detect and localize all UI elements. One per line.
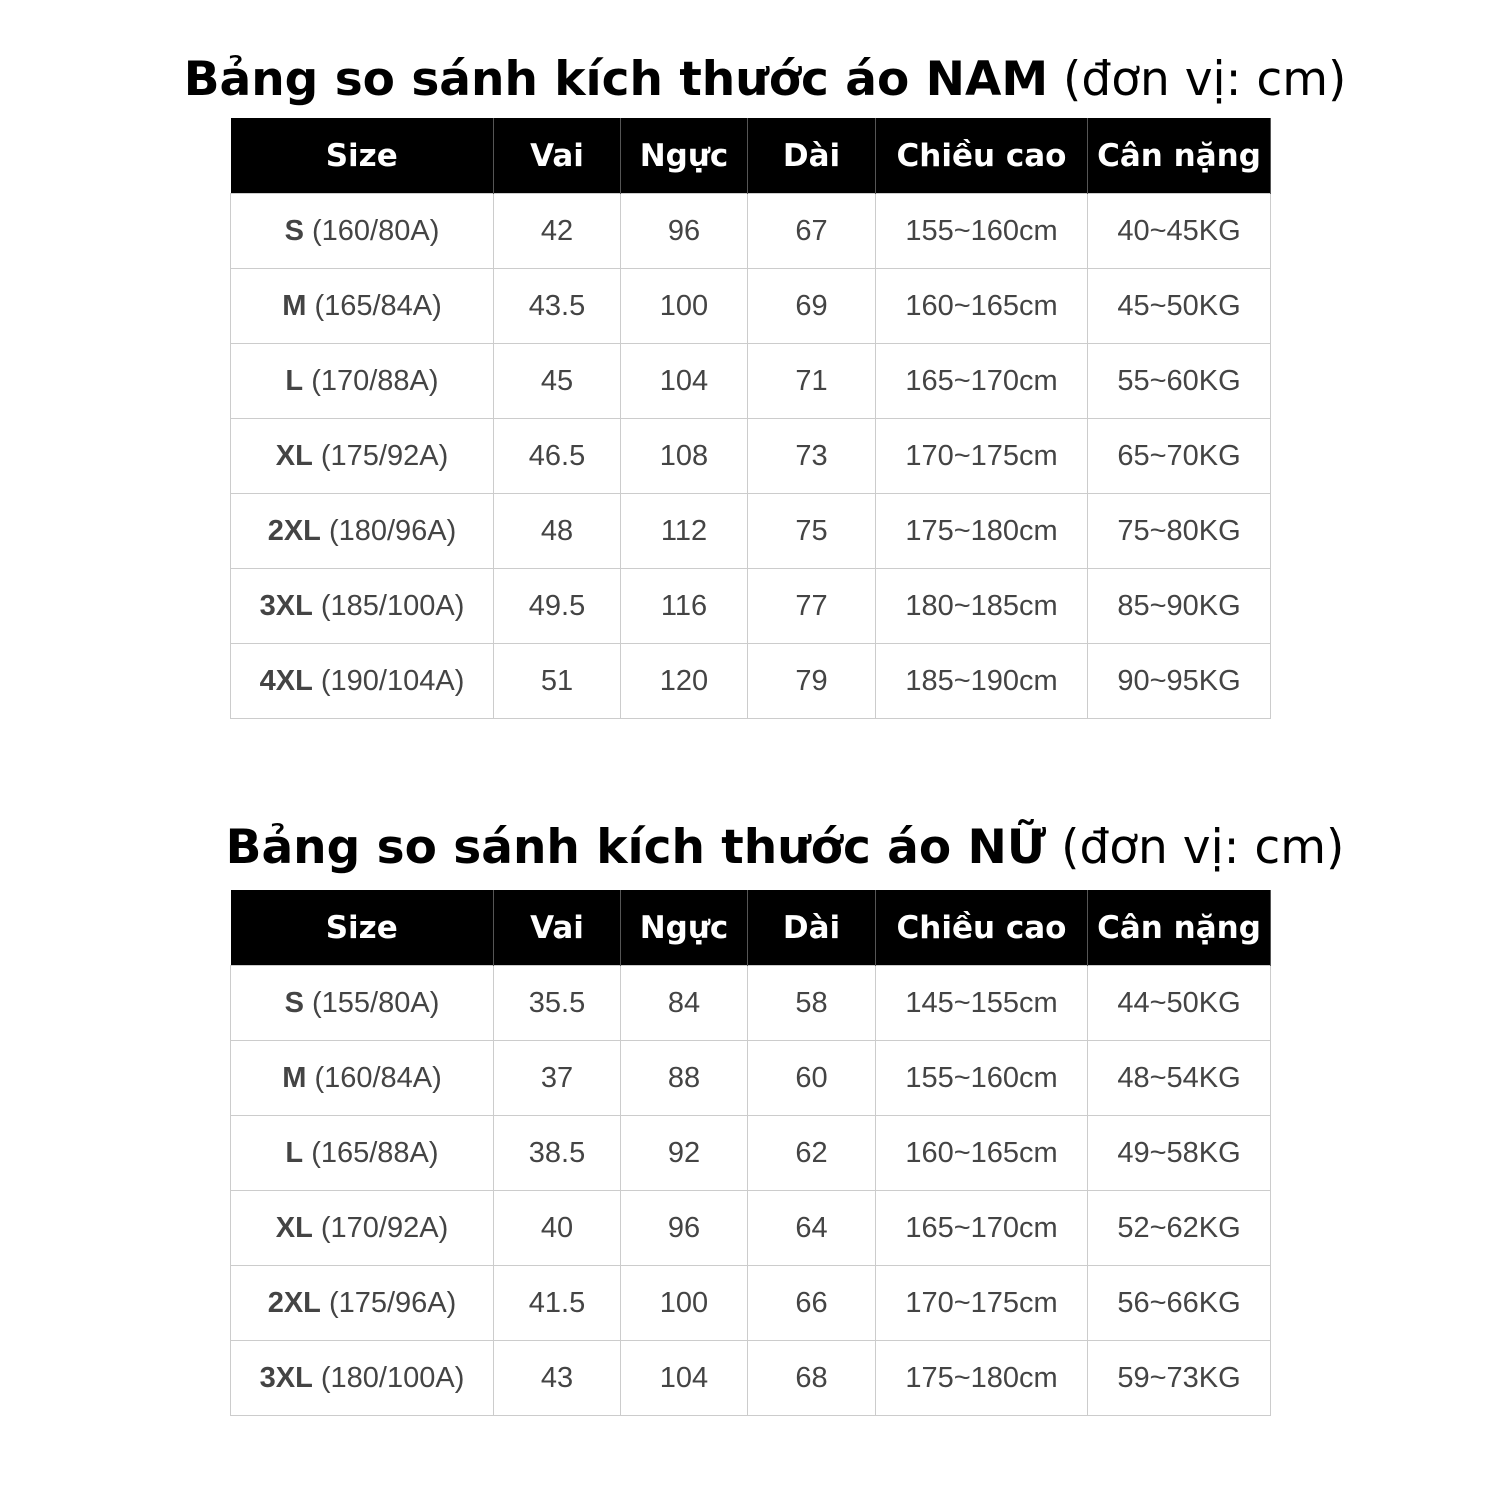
size-label: L (285, 1136, 304, 1169)
weight-cell: 90~95KG (1088, 644, 1271, 719)
size-cell (231, 419, 494, 494)
shoulder-cell: 43 (494, 1341, 621, 1416)
size-label: 2XL (267, 514, 321, 547)
size-code: (160/84A) (314, 1061, 442, 1094)
shoulder-cell: 40 (494, 1191, 621, 1266)
column-header: Chiều cao (876, 890, 1088, 966)
shoulder-cell: 49.5 (494, 569, 621, 644)
weight-cell: 59~73KG (1088, 1341, 1271, 1416)
length-cell: 75 (748, 494, 876, 569)
height-cell: 180~185cm (876, 569, 1088, 644)
size-cell (231, 1116, 494, 1191)
weight-cell: 85~90KG (1088, 569, 1271, 644)
length-cell: 71 (748, 344, 876, 419)
size-cell (231, 494, 494, 569)
size-label: S (284, 214, 304, 247)
size-code: (155/80A) (312, 986, 440, 1019)
size-label: 3XL (259, 589, 313, 622)
length-cell: 66 (748, 1266, 876, 1341)
weight-cell: 75~80KG (1088, 494, 1271, 569)
length-cell: 73 (748, 419, 876, 494)
height-cell: 175~180cm (876, 494, 1088, 569)
height-cell: 155~160cm (876, 1041, 1088, 1116)
length-cell: 69 (748, 269, 876, 344)
shoulder-cell: 45 (494, 344, 621, 419)
size-cell (231, 194, 494, 269)
shoulder-cell: 37 (494, 1041, 621, 1116)
chest-cell: 100 (621, 269, 748, 344)
chest-cell: 108 (621, 419, 748, 494)
men-size-table (230, 118, 1271, 719)
title-unit: (đơn vị: cm) (1063, 52, 1347, 107)
length-cell: 64 (748, 1191, 876, 1266)
length-cell: 58 (748, 966, 876, 1041)
title-main: Bảng so sánh kích thước áo NAM (183, 52, 1049, 107)
men-size-chart-title (184, 52, 1347, 107)
shoulder-cell: 51 (494, 644, 621, 719)
height-cell: 165~170cm (876, 1191, 1088, 1266)
column-header: Cân nặng (1088, 118, 1271, 194)
table-row (231, 966, 1271, 1041)
shoulder-cell: 35.5 (494, 966, 621, 1041)
table-row (231, 644, 1271, 719)
height-cell: 160~165cm (876, 1116, 1088, 1191)
size-label: XL (275, 1211, 313, 1244)
chest-cell: 104 (621, 344, 748, 419)
weight-cell: 40~45KG (1088, 194, 1271, 269)
table-row (231, 1266, 1271, 1341)
table-row (231, 269, 1271, 344)
chest-cell: 120 (621, 644, 748, 719)
weight-cell: 49~58KG (1088, 1116, 1271, 1191)
size-code: (190/104A) (320, 664, 465, 697)
length-cell: 77 (748, 569, 876, 644)
size-cell (231, 1266, 494, 1341)
chest-cell: 88 (621, 1041, 748, 1116)
weight-cell: 65~70KG (1088, 419, 1271, 494)
size-label: XL (275, 439, 313, 472)
shoulder-cell: 42 (494, 194, 621, 269)
table-row (231, 344, 1271, 419)
chest-cell: 112 (621, 494, 748, 569)
table-row (231, 194, 1271, 269)
shoulder-cell: 46.5 (494, 419, 621, 494)
size-label: S (284, 986, 304, 1019)
column-header: Size (231, 890, 494, 966)
size-code: (180/96A) (328, 514, 457, 547)
size-code: (185/100A) (320, 589, 465, 622)
size-code: (170/92A) (320, 1211, 449, 1244)
column-header: Ngực (621, 118, 748, 194)
size-label: M (282, 1061, 307, 1094)
table-row (231, 494, 1271, 569)
size-cell (231, 1341, 494, 1416)
weight-cell: 48~54KG (1088, 1041, 1271, 1116)
chest-cell: 84 (621, 966, 748, 1041)
women-size-chart-title (226, 820, 1345, 875)
header-row (231, 118, 1271, 194)
size-label: 4XL (259, 664, 313, 697)
table-row (231, 1041, 1271, 1116)
header-row (231, 890, 1271, 966)
table-row (231, 1341, 1271, 1416)
size-cell (231, 966, 494, 1041)
size-cell (231, 344, 494, 419)
column-header: Vai (494, 890, 621, 966)
chest-cell: 96 (621, 1191, 748, 1266)
shoulder-cell: 38.5 (494, 1116, 621, 1191)
weight-cell: 56~66KG (1088, 1266, 1271, 1341)
column-header: Dài (748, 890, 876, 966)
size-label: 2XL (267, 1286, 321, 1319)
title-main: Bảng so sánh kích thước áo NỮ (225, 820, 1047, 875)
length-cell: 79 (748, 644, 876, 719)
women-size-table (230, 890, 1271, 1416)
size-code: (165/88A) (311, 1136, 439, 1169)
column-header: Size (231, 118, 494, 194)
table-row (231, 1116, 1271, 1191)
column-header: Chiều cao (876, 118, 1088, 194)
shoulder-cell: 48 (494, 494, 621, 569)
length-cell: 68 (748, 1341, 876, 1416)
height-cell: 145~155cm (876, 966, 1088, 1041)
weight-cell: 45~50KG (1088, 269, 1271, 344)
chest-cell: 100 (621, 1266, 748, 1341)
size-cell (231, 569, 494, 644)
size-label: M (282, 289, 307, 322)
length-cell: 67 (748, 194, 876, 269)
chest-cell: 116 (621, 569, 748, 644)
size-code: (165/84A) (314, 289, 442, 322)
chest-cell: 96 (621, 194, 748, 269)
size-cell (231, 1041, 494, 1116)
size-label: 3XL (259, 1361, 313, 1394)
shoulder-cell: 43.5 (494, 269, 621, 344)
size-cell (231, 644, 494, 719)
length-cell: 62 (748, 1116, 876, 1191)
table-row (231, 419, 1271, 494)
column-header: Vai (494, 118, 621, 194)
table-row (231, 569, 1271, 644)
length-cell: 60 (748, 1041, 876, 1116)
size-code: (160/80A) (312, 214, 440, 247)
height-cell: 170~175cm (876, 1266, 1088, 1341)
size-code: (175/92A) (320, 439, 449, 472)
title-unit: (đơn vị: cm) (1061, 820, 1345, 875)
chest-cell: 104 (621, 1341, 748, 1416)
height-cell: 175~180cm (876, 1341, 1088, 1416)
size-code: (180/100A) (320, 1361, 465, 1394)
weight-cell: 44~50KG (1088, 966, 1271, 1041)
size-cell (231, 1191, 494, 1266)
size-cell (231, 269, 494, 344)
size-code: (175/96A) (328, 1286, 457, 1319)
height-cell: 170~175cm (876, 419, 1088, 494)
column-header: Ngực (621, 890, 748, 966)
shoulder-cell: 41.5 (494, 1266, 621, 1341)
height-cell: 185~190cm (876, 644, 1088, 719)
size-code: (170/88A) (311, 364, 439, 397)
height-cell: 165~170cm (876, 344, 1088, 419)
size-label: L (285, 364, 304, 397)
column-header: Dài (748, 118, 876, 194)
weight-cell: 55~60KG (1088, 344, 1271, 419)
table-row (231, 1191, 1271, 1266)
column-header: Cân nặng (1088, 890, 1271, 966)
height-cell: 155~160cm (876, 194, 1088, 269)
height-cell: 160~165cm (876, 269, 1088, 344)
weight-cell: 52~62KG (1088, 1191, 1271, 1266)
chest-cell: 92 (621, 1116, 748, 1191)
